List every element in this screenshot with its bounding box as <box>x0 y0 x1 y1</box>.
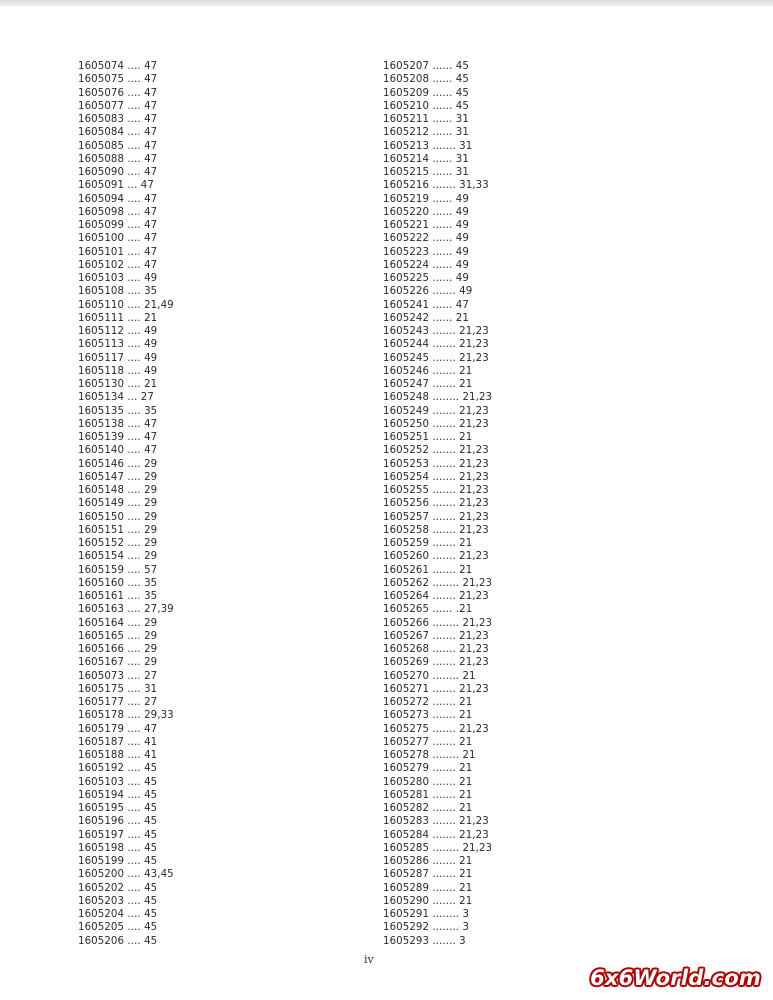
index-entry: 1605287 ....... 21 <box>383 869 473 881</box>
watermark-logo: 6x6World.com <box>590 966 761 990</box>
index-entry: 1605088 .... 47 <box>78 153 158 165</box>
index-entry: 1605165 .... 29 <box>78 630 158 642</box>
index-entry: 1605098 .... 47 <box>78 206 158 218</box>
index-entry: 1605103 .... 49 <box>78 273 158 284</box>
index-entry: 1605110 .... 21,49 <box>78 299 174 311</box>
index-entry: 1605160 .... 35 <box>78 577 158 589</box>
index-entry: 1605258 ....... 21,23 <box>383 524 489 536</box>
index-entry: 1605204 .... 45 <box>78 909 158 920</box>
index-entry: 1605271 ....... 21,23 <box>383 683 489 695</box>
index-entry: 1605265 ...... .21 <box>383 604 473 616</box>
index-entry: 1605103 .... 45 <box>78 776 158 788</box>
index-entry: 1605286 ....... 21 <box>383 856 473 867</box>
index-entry: 1605241 ...... 47 <box>383 299 469 311</box>
index-entry: 1605213 ....... 31 <box>383 140 473 152</box>
index-entry: 1605085 .... 47 <box>78 140 158 152</box>
index-entry: 1605084 .... 47 <box>78 127 158 139</box>
index-entry: 1605224 ...... 49 <box>383 259 469 271</box>
index-entry: 1605222 ...... 49 <box>383 233 469 245</box>
index-entry: 1605135 .... 35 <box>78 405 158 417</box>
index-entry: 1605268 ....... 21,23 <box>383 644 489 655</box>
index-entry: 1605264 ....... 21,23 <box>383 591 489 602</box>
index-entry: 1605075 .... 47 <box>78 74 158 86</box>
index-entry: 1605221 ...... 49 <box>383 220 469 231</box>
index-entry: 1605138 .... 47 <box>78 418 158 430</box>
index-entry: 1605134 ... 27 <box>78 392 154 404</box>
index-entry: 1605161 .... 35 <box>78 591 158 602</box>
index-entry: 1605094 .... 47 <box>78 193 158 205</box>
index-entry: 1605291 ........ 3 <box>383 909 470 920</box>
index-entry: 1605259 ....... 21 <box>383 538 473 549</box>
index-entry: 1605220 ...... 49 <box>383 206 469 218</box>
index-entry: 1605117 .... 49 <box>78 352 158 364</box>
index-entry: 1605243 ....... 21,23 <box>383 326 489 337</box>
index-entry: 1605149 .... 29 <box>78 498 158 510</box>
index-column-right <box>383 60 492 948</box>
index-entry: 1605159 .... 57 <box>78 564 158 576</box>
index-entry: 1605257 ....... 21,23 <box>383 511 489 523</box>
index-entry: 1605280 ....... 21 <box>383 776 473 788</box>
index-entry: 1605252 ....... 21,23 <box>383 445 489 457</box>
index-entry: 1605207 ...... 45 <box>383 61 469 72</box>
index-entry: 1605223 ...... 49 <box>383 246 469 258</box>
index-entry: 1605164 .... 29 <box>78 617 158 629</box>
index-entry: 1605130 .... 21 <box>78 379 158 390</box>
index-entry: 1605273 ....... 21 <box>383 710 473 722</box>
index-entry: 1605163 .... 27,39 <box>78 604 174 616</box>
index-entry: 1605256 ....... 21,23 <box>383 498 489 510</box>
index-entry: 1605225 ...... 49 <box>383 273 469 284</box>
index-entry: 1605283 ....... 21,23 <box>383 816 489 828</box>
index-entry: 1605150 .... 29 <box>78 511 158 523</box>
index-entry: 1605154 .... 29 <box>78 551 158 563</box>
index-entry: 1605262 ........ 21,23 <box>383 577 493 589</box>
index-entry: 1605196 .... 45 <box>78 816 158 828</box>
index-entry: 1605198 .... 45 <box>78 842 158 854</box>
index-entry: 1605267 ....... 21,23 <box>383 630 489 642</box>
page-number: iv <box>364 953 374 966</box>
index-entry: 1605147 .... 29 <box>78 471 158 483</box>
index-entry: 1605203 .... 45 <box>78 895 158 907</box>
index-entry: 1605277 ....... 21 <box>383 736 473 748</box>
index-entry: 1605188 .... 41 <box>78 750 158 761</box>
index-entry: 1605244 ....... 21,23 <box>383 339 489 351</box>
index-entry: 1605151 .... 29 <box>78 524 158 536</box>
index-entry: 1605247 ....... 21 <box>383 379 473 390</box>
index-entry: 1605187 .... 41 <box>78 736 158 748</box>
index-entry: 1605199 .... 45 <box>78 856 158 867</box>
index-entry: 1605100 .... 47 <box>78 233 158 245</box>
index-entry: 1605215 ...... 31 <box>383 167 469 178</box>
index-entry: 1605099 .... 47 <box>78 220 158 231</box>
index-entry: 1605246 ....... 21 <box>383 365 473 377</box>
index-entry: 1605210 ...... 45 <box>383 100 469 112</box>
index-entry: 1605101 .... 47 <box>78 246 158 258</box>
index-entry: 1605284 ....... 21,23 <box>383 829 489 841</box>
index-entry: 1605178 .... 29,33 <box>78 710 174 722</box>
index-entry: 1605255 ....... 21,23 <box>383 485 489 496</box>
index-entry: 1605278 ........ 21 <box>383 750 476 761</box>
index-entry: 1605216 ....... 31,33 <box>383 180 489 192</box>
index-entry: 1605148 .... 29 <box>78 485 158 496</box>
index-entry: 1605254 ....... 21,23 <box>383 471 489 483</box>
index-entry: 1605226 ....... 49 <box>383 286 473 298</box>
index-entry: 1605192 .... 45 <box>78 763 158 775</box>
index-entry: 1605152 .... 29 <box>78 538 158 549</box>
index-entry: 1605090 .... 47 <box>78 167 158 178</box>
index-entry: 1605260 ....... 21,23 <box>383 551 489 563</box>
index-entry: 1605166 .... 29 <box>78 644 158 655</box>
index-entry: 1605195 .... 45 <box>78 803 158 814</box>
index-entry: 1605102 .... 47 <box>78 259 158 271</box>
index-entry: 1605167 .... 29 <box>78 657 158 669</box>
index-entry: 1605139 .... 47 <box>78 432 158 443</box>
index-entry: 1605108 .... 35 <box>78 286 158 298</box>
index-entry: 1605197 .... 45 <box>78 829 158 841</box>
index-entry: 1605270 ........ 21 <box>383 670 476 682</box>
index-entry: 1605219 ...... 49 <box>383 193 469 205</box>
index-entry: 1605285 ........ 21,23 <box>383 842 493 854</box>
index-entry: 1605272 ....... 21 <box>383 697 473 708</box>
index-entry: 1605073 .... 27 <box>78 670 158 682</box>
index-entry: 1605118 .... 49 <box>78 365 158 377</box>
index-column-left <box>78 60 174 948</box>
index-entry: 1605279 ....... 21 <box>383 763 473 775</box>
scan-top-edge <box>0 0 773 6</box>
index-entry: 1605282 ....... 21 <box>383 803 473 814</box>
index-entry: 1605074 .... 47 <box>78 61 158 72</box>
index-entry: 1605206 .... 45 <box>78 935 158 947</box>
index-entry: 1605248 ........ 21,23 <box>383 392 493 404</box>
index-entry: 1605146 .... 29 <box>78 458 158 470</box>
index-entry: 1605292 ........ 3 <box>383 922 470 934</box>
index-entry: 1605177 .... 27 <box>78 697 158 708</box>
index-entry: 1605194 .... 45 <box>78 789 158 801</box>
index-entry: 1605211 ...... 31 <box>383 114 469 125</box>
index-entry: 1605214 ...... 31 <box>383 153 469 165</box>
index-entry: 1605175 .... 31 <box>78 683 158 695</box>
index-entry: 1605242 ...... 21 <box>383 312 469 324</box>
index-entry: 1605249 ....... 21,23 <box>383 405 489 417</box>
index-entry: 1605245 ....... 21,23 <box>383 352 489 364</box>
index-entry: 1605250 ....... 21,23 <box>383 418 489 430</box>
index-entry: 1605091 ... 47 <box>78 180 154 192</box>
index-entry: 1605269 ....... 21,23 <box>383 657 489 669</box>
index-entry: 1605261 ....... 21 <box>383 564 473 576</box>
index-entry: 1605209 ...... 45 <box>383 87 469 99</box>
index-entry: 1605289 ....... 21 <box>383 882 473 894</box>
index-entry: 1605266 ........ 21,23 <box>383 617 493 629</box>
index-entry: 1605253 ....... 21,23 <box>383 458 489 470</box>
index-entry: 1605275 ....... 21,23 <box>383 723 489 735</box>
index-entry: 1605290 ....... 21 <box>383 895 473 907</box>
index-entry: 1605200 .... 43,45 <box>78 869 174 881</box>
index-entry: 1605083 .... 47 <box>78 114 158 125</box>
index-entry: 1605208 ...... 45 <box>383 74 469 86</box>
index-entry: 1605202 .... 45 <box>78 882 158 894</box>
index-entry: 1605113 .... 49 <box>78 339 158 351</box>
index-entry: 1605077 .... 47 <box>78 100 158 112</box>
index-entry: 1605112 .... 49 <box>78 326 158 337</box>
index-entry: 1605212 ...... 31 <box>383 127 469 139</box>
index-entry: 1605076 .... 47 <box>78 87 158 99</box>
index-entry: 1605179 .... 47 <box>78 723 158 735</box>
index-entry: 1605293 ....... 3 <box>383 935 466 947</box>
index-entry: 1605251 ....... 21 <box>383 432 473 443</box>
index-entry: 1605205 .... 45 <box>78 922 158 934</box>
index-entry: 1605281 ....... 21 <box>383 789 473 801</box>
index-entry: 1605111 .... 21 <box>78 312 158 324</box>
index-entry: 1605140 .... 47 <box>78 445 158 457</box>
